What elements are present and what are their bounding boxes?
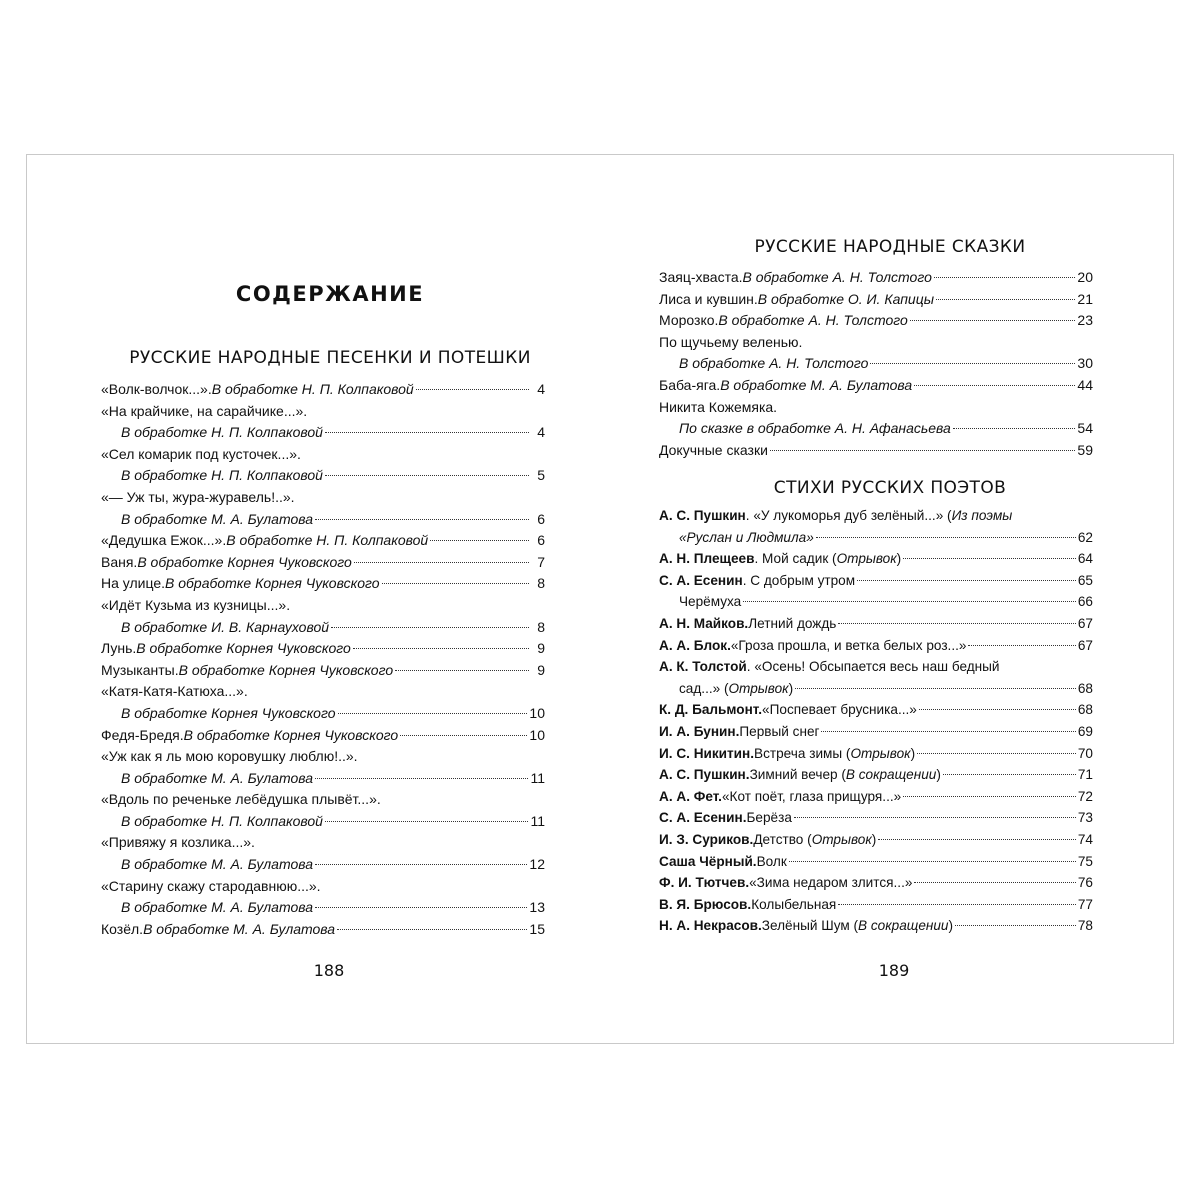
entry-title: «Идёт Кузьма из кузницы...». bbox=[101, 596, 291, 613]
entry-note: В обработке М. А. Булатова bbox=[720, 376, 913, 393]
dot-leader bbox=[934, 277, 1076, 278]
entry-note: Отрывок bbox=[728, 680, 789, 696]
entry-page: 12 bbox=[529, 856, 545, 873]
entry-title-end: ) bbox=[936, 767, 941, 783]
page-number-left: 188 bbox=[313, 961, 345, 980]
dot-leader bbox=[430, 540, 529, 541]
toc-entry bbox=[659, 872, 1093, 894]
entry-page: 66 bbox=[1077, 594, 1093, 610]
entry-page: 8 bbox=[537, 575, 545, 592]
dot-leader bbox=[331, 627, 529, 628]
toc-entry bbox=[101, 573, 545, 595]
toc-entry-cont bbox=[659, 418, 1093, 440]
entry-title: «Поспевает брусника...» bbox=[762, 702, 917, 718]
dot-leader bbox=[878, 839, 1076, 840]
entry-page: 8 bbox=[537, 618, 545, 635]
entry-title: Ваня. bbox=[101, 553, 138, 570]
dot-leader bbox=[795, 688, 1076, 689]
toc-entry bbox=[101, 681, 545, 703]
toc-list-poems bbox=[659, 505, 1093, 937]
toc-entry-cont bbox=[659, 678, 1093, 700]
entry-title: Федя-Бредя. bbox=[101, 726, 184, 743]
toc-entry bbox=[659, 440, 1093, 462]
entry-title: На улице. bbox=[101, 575, 166, 592]
entry-title: . «У лукоморья дуб зелёный...» ( bbox=[745, 508, 952, 523]
dot-leader bbox=[770, 450, 1076, 451]
entry-note: Отрывок bbox=[836, 551, 897, 567]
entry-author: А. Н. Плещеев bbox=[659, 551, 755, 567]
entry-note: В обработке М. А. Булатова bbox=[121, 510, 314, 527]
entry-title-end: ) bbox=[896, 551, 902, 567]
entry-page: 15 bbox=[529, 920, 545, 937]
entry-note: В обработке М. А. Булатова bbox=[143, 920, 336, 937]
toc-entry bbox=[101, 919, 545, 941]
entry-title: . «Осень! Обсыпается весь наш бедный bbox=[746, 659, 1000, 675]
entry-title: «Дедушка Ежок...». bbox=[101, 532, 227, 549]
entry-note: В сокращении bbox=[845, 767, 937, 783]
entry-page: 64 bbox=[1077, 551, 1093, 567]
entry-author: С. А. Есенин. bbox=[659, 810, 747, 826]
entry-title: Лиса и кувшин. bbox=[659, 290, 758, 307]
dot-leader bbox=[838, 623, 1075, 624]
entry-page: 78 bbox=[1077, 918, 1093, 934]
entry-title: . С добрым утром bbox=[742, 572, 856, 588]
toc-entry bbox=[659, 570, 1093, 592]
entry-note: В обработке Н. П. Колпаковой bbox=[121, 424, 323, 441]
entry-page: 21 bbox=[1077, 290, 1093, 307]
toc-entry bbox=[659, 267, 1093, 289]
entry-title: Берёза bbox=[746, 810, 792, 826]
entry-note: Отрывок bbox=[811, 831, 872, 847]
dot-leader bbox=[857, 580, 1076, 581]
dot-leader bbox=[816, 537, 1076, 538]
entry-title: «Катя-Катя-Катюха...». bbox=[101, 683, 248, 700]
entry-note: В обработке А. Н. Толстого bbox=[742, 269, 932, 285]
entry-note: В обработке Н. П. Колпаковой bbox=[121, 467, 323, 484]
entry-page: 6 bbox=[537, 510, 545, 527]
entry-author: А. А. Блок. bbox=[659, 637, 731, 653]
toc-entry bbox=[659, 505, 1093, 527]
entry-title: По щучьему веленью. bbox=[659, 333, 803, 350]
entry-page: 59 bbox=[1077, 441, 1093, 458]
section-heading-songs: РУССКИЕ НАРОДНЫЕ ПЕСЕНКИ И ПОТЕШКИ bbox=[129, 348, 531, 368]
entry-note: В обработке Корнея Чуковского bbox=[137, 553, 352, 570]
entry-page: 54 bbox=[1077, 420, 1093, 437]
entry-title: Волк bbox=[756, 853, 787, 869]
dot-leader bbox=[955, 925, 1076, 926]
entry-title: Докучные сказки bbox=[659, 441, 768, 458]
dot-leader bbox=[903, 558, 1076, 559]
entry-page: 11 bbox=[530, 769, 545, 786]
entry-note: В обработке А. Н. Толстого bbox=[679, 355, 869, 372]
entry-note: В обработке Н. П. Колпаковой bbox=[226, 532, 429, 549]
dot-leader bbox=[914, 882, 1075, 883]
toc-entry bbox=[659, 289, 1093, 311]
entry-title: Заяц-хваста. bbox=[659, 269, 743, 285]
entry-title: сад...» ( bbox=[679, 680, 729, 696]
dot-leader bbox=[338, 713, 528, 714]
dot-leader bbox=[789, 861, 1076, 862]
entry-author: К. Д. Бальмонт. bbox=[659, 702, 763, 718]
toc-entry bbox=[659, 310, 1093, 332]
entry-page: 73 bbox=[1077, 810, 1093, 826]
book-spread bbox=[26, 154, 1174, 1044]
toc-entry-cont bbox=[101, 703, 545, 725]
toc-entry bbox=[659, 397, 1093, 419]
entry-note: Из поэмы bbox=[951, 508, 1013, 523]
toc-entry-cont bbox=[101, 811, 545, 833]
entry-page: 62 bbox=[1077, 529, 1093, 545]
toc-entry bbox=[101, 746, 545, 768]
entry-page: 4 bbox=[537, 424, 545, 441]
entry-note: В обработке Корнея Чуковского bbox=[121, 704, 336, 721]
entry-title: «Вдоль по реченьке лебёдушка плывёт...». bbox=[101, 791, 381, 808]
entry-title: Козёл. bbox=[101, 920, 144, 937]
entry-author: Н. А. Некрасов. bbox=[659, 918, 762, 934]
entry-note: «Руслан и Людмила» bbox=[679, 529, 814, 545]
entry-page: 68 bbox=[1077, 702, 1093, 718]
entry-title: Первый снег bbox=[739, 723, 820, 739]
toc-entry bbox=[101, 530, 545, 552]
entry-page: 7 bbox=[537, 553, 545, 570]
entry-title: «Сел комарик под кусточек...». bbox=[101, 445, 301, 462]
dot-leader bbox=[821, 731, 1075, 732]
entry-note: Отрывок bbox=[850, 745, 911, 761]
entry-note: В обработке Корнея Чуковского bbox=[165, 575, 380, 592]
toc-entry bbox=[101, 595, 545, 617]
entry-page: 67 bbox=[1077, 615, 1093, 631]
toc-entry bbox=[659, 915, 1093, 937]
entry-author: И. З. Суриков. bbox=[659, 831, 754, 847]
entry-title: Музыканты. bbox=[101, 661, 179, 678]
entry-title: «Гроза прошла, и ветка белых роз...» bbox=[730, 637, 967, 653]
entry-page: 30 bbox=[1077, 355, 1093, 372]
entry-title: Баба-яга. bbox=[659, 376, 721, 393]
entry-title: «На крайчике, на сарайчике...». bbox=[101, 402, 308, 419]
toc-entry-cont bbox=[101, 509, 545, 531]
dot-leader bbox=[936, 299, 1075, 300]
entry-title: «Уж как я ль мою коровушку люблю!..». bbox=[101, 748, 358, 765]
toc-entry bbox=[659, 721, 1093, 743]
dot-leader bbox=[743, 601, 1076, 602]
toc-entry bbox=[101, 638, 545, 660]
entry-author: С. А. Есенин bbox=[659, 572, 743, 588]
toc-entry bbox=[101, 487, 545, 509]
section-heading-poems: СТИХИ РУССКИХ ПОЭТОВ bbox=[773, 478, 1007, 498]
dot-leader bbox=[838, 904, 1076, 905]
toc-entry bbox=[659, 591, 1093, 613]
entry-note: В обработке М. А. Булатова bbox=[121, 856, 314, 873]
entry-page: 70 bbox=[1077, 745, 1093, 761]
toc-entry bbox=[659, 786, 1093, 808]
dot-leader bbox=[919, 709, 1076, 710]
page-number-right: 189 bbox=[878, 961, 910, 980]
toc-entry bbox=[659, 807, 1093, 829]
toc-entry bbox=[659, 743, 1093, 765]
entry-title: . Мой садик ( bbox=[754, 551, 837, 567]
entry-title: Летний дождь bbox=[748, 615, 837, 631]
toc-entry bbox=[659, 613, 1093, 635]
toc-entry bbox=[659, 894, 1093, 916]
entry-title-end: ) bbox=[910, 745, 916, 761]
dot-leader bbox=[325, 432, 529, 433]
dot-leader bbox=[382, 583, 529, 584]
entry-page: 10 bbox=[529, 704, 545, 721]
entry-note: В обработке М. А. Булатова bbox=[121, 769, 314, 786]
toc-entry bbox=[101, 660, 545, 682]
entry-page: 71 bbox=[1077, 767, 1093, 783]
entry-author: И. С. Никитин. bbox=[659, 745, 755, 761]
entry-note: По сказке в обработке А. Н. Афанасьева bbox=[679, 420, 951, 437]
toc-entry bbox=[659, 829, 1093, 851]
entry-title: Колыбельная bbox=[751, 896, 837, 912]
dot-leader bbox=[903, 796, 1076, 797]
entry-title-end: ) bbox=[948, 918, 954, 934]
entry-author: Саша Чёрный. bbox=[659, 853, 757, 869]
dot-leader bbox=[914, 385, 1075, 386]
entry-author: А. С. Пушкин bbox=[659, 508, 746, 523]
entry-author: В. Я. Брюсов. bbox=[659, 896, 752, 912]
toc-entry bbox=[659, 699, 1093, 721]
entry-page: 5 bbox=[537, 467, 545, 484]
toc-list-tales bbox=[659, 267, 1093, 461]
entry-page: 74 bbox=[1077, 831, 1093, 847]
entry-page: 11 bbox=[530, 812, 545, 829]
entry-page: 13 bbox=[529, 899, 545, 916]
toc-entry bbox=[101, 789, 545, 811]
toc-entry-cont bbox=[101, 422, 545, 444]
entry-note: В обработке Н. П. Колпаковой bbox=[211, 381, 414, 397]
toc-entry-cont bbox=[101, 768, 545, 790]
toc-entry bbox=[659, 656, 1093, 678]
toc-entry-cont bbox=[101, 617, 545, 639]
entry-page: 10 bbox=[529, 726, 545, 743]
entry-title: Никита Кожемяка. bbox=[659, 398, 778, 415]
dot-leader bbox=[354, 562, 529, 563]
entry-page: 23 bbox=[1077, 312, 1093, 329]
entry-title: «— Уж ты, жура-журавель!..». bbox=[101, 488, 295, 505]
dot-leader bbox=[315, 778, 528, 779]
toc-entry-cont bbox=[101, 897, 545, 919]
entry-title: «Волк-волчок...». bbox=[101, 381, 212, 397]
entry-note: В обработке А. Н. Толстого bbox=[718, 312, 908, 329]
toc-entry-cont bbox=[101, 465, 545, 487]
entry-author: И. А. Бунин. bbox=[659, 723, 740, 739]
toc-entry bbox=[101, 552, 545, 574]
toc-list-songs bbox=[101, 379, 545, 940]
dot-leader bbox=[315, 519, 529, 520]
toc-entry bbox=[101, 725, 545, 747]
toc-entry bbox=[659, 548, 1093, 570]
entry-author: А. А. Фет. bbox=[659, 788, 722, 804]
entry-author: А. Н. Майков. bbox=[659, 615, 749, 631]
entry-note: В обработке Корнея Чуковского bbox=[183, 726, 399, 743]
entry-author: Ф. И. Тютчев. bbox=[659, 875, 750, 891]
entry-title: «Кот поёт, глаза прищуря...» bbox=[721, 788, 902, 804]
toc-entry bbox=[101, 379, 545, 401]
entry-page: 9 bbox=[537, 640, 545, 657]
entry-page: 77 bbox=[1077, 896, 1093, 912]
entry-title: Морозко. bbox=[659, 312, 719, 329]
entry-title: Зимний вечер ( bbox=[749, 767, 846, 783]
entry-note: В обработке Корнея Чуковского bbox=[178, 661, 394, 678]
entry-page: 69 bbox=[1077, 723, 1093, 739]
entry-title-end: ) bbox=[871, 831, 877, 847]
dot-leader bbox=[794, 817, 1076, 818]
dot-leader bbox=[416, 389, 529, 390]
toc-entry bbox=[659, 375, 1093, 397]
entry-title: Черёмуха bbox=[679, 594, 742, 610]
toc-entry bbox=[101, 832, 545, 854]
entry-page: 6 bbox=[537, 532, 545, 549]
dot-leader bbox=[917, 753, 1076, 754]
toc-entry bbox=[101, 401, 545, 423]
entry-title: Встреча зимы ( bbox=[754, 745, 851, 761]
toc-entry bbox=[659, 635, 1093, 657]
entry-page: 4 bbox=[537, 381, 545, 397]
entry-note: В сокращении bbox=[858, 918, 949, 934]
toc-entry bbox=[659, 764, 1093, 786]
dot-leader bbox=[870, 363, 1075, 364]
toc-entry bbox=[101, 444, 545, 466]
dot-leader bbox=[325, 475, 529, 476]
toc-entry-cont bbox=[101, 854, 545, 876]
dot-leader bbox=[325, 821, 528, 822]
entry-title: Детство ( bbox=[753, 831, 812, 847]
entry-title: Лунь. bbox=[101, 640, 137, 657]
entry-page: 72 bbox=[1077, 788, 1093, 804]
dot-leader bbox=[953, 428, 1076, 429]
dot-leader bbox=[337, 929, 527, 930]
entry-page: 20 bbox=[1077, 269, 1093, 285]
entry-note: В обработке И. В. Карнауховой bbox=[121, 618, 330, 635]
entry-page: 75 bbox=[1077, 853, 1093, 869]
dot-leader bbox=[315, 907, 527, 908]
entry-page: 44 bbox=[1077, 376, 1093, 393]
entry-note: В обработке Корнея Чуковского bbox=[136, 640, 351, 657]
toc-entry bbox=[659, 332, 1093, 354]
entry-page: 67 bbox=[1077, 637, 1093, 653]
entry-title: Зелёный Шум ( bbox=[761, 918, 859, 934]
dot-leader bbox=[910, 320, 1076, 321]
entry-page: 68 bbox=[1077, 680, 1093, 696]
entry-note: В обработке О. И. Капицы bbox=[757, 290, 935, 307]
entry-page: 9 bbox=[537, 661, 545, 678]
entry-note: В обработке Н. П. Колпаковой bbox=[121, 812, 323, 829]
toc-entry-cont bbox=[659, 527, 1093, 549]
entry-page: 76 bbox=[1077, 875, 1093, 891]
toc-entry bbox=[101, 876, 545, 898]
entry-title: «Привяжу я козлика...». bbox=[101, 834, 255, 851]
dot-leader bbox=[395, 670, 529, 671]
entry-author: А. С. Пушкин. bbox=[659, 767, 750, 783]
entry-title: «Зима недаром злится...» bbox=[749, 875, 913, 891]
entry-title-end: ) bbox=[788, 680, 794, 696]
dot-leader bbox=[315, 864, 527, 865]
dot-leader bbox=[353, 648, 529, 649]
contents-title: СОДЕРЖАНИЕ bbox=[235, 282, 425, 306]
entry-page: 65 bbox=[1077, 572, 1093, 588]
toc-entry-cont bbox=[659, 353, 1093, 375]
entry-author: А. К. Толстой bbox=[659, 659, 747, 675]
dot-leader bbox=[400, 735, 527, 736]
toc-entry bbox=[659, 851, 1093, 873]
dot-leader bbox=[968, 645, 1075, 646]
entry-title: «Старину скажу стародавнюю...». bbox=[101, 877, 321, 894]
entry-note: В обработке М. А. Булатова bbox=[121, 899, 314, 916]
section-heading-tales: РУССКИЕ НАРОДНЫЕ СКАЗКИ bbox=[754, 237, 1026, 257]
dot-leader bbox=[943, 774, 1076, 775]
